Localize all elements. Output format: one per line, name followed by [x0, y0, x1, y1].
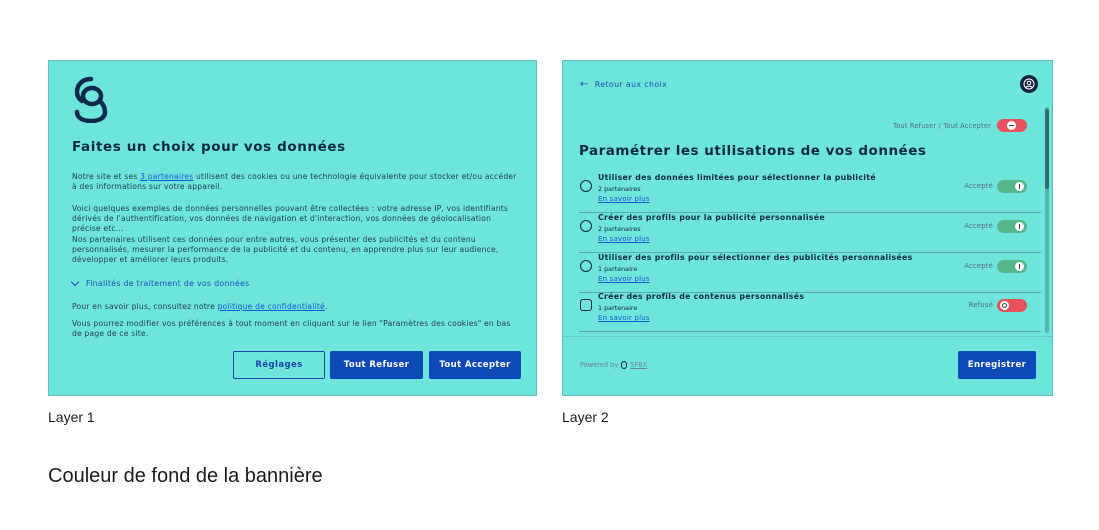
- learn-more-link[interactable]: En savoir plus: [598, 235, 650, 243]
- chevron-down-icon: [71, 278, 79, 286]
- purpose-item: [579, 253, 1041, 293]
- powered-by: Powered by SFBX: [580, 361, 648, 369]
- usage-paragraph: Nos partenaires utilisent ces données pour entre autres, vous présenter des publicités et du contenu personnalisés, mesurer la performance de la publicité et du contenu, en apprendre plus sur leur audience, développer et améliorer leurs produits.: [72, 235, 499, 264]
- layer2-banner: [562, 60, 1053, 396]
- purpose-state: Accepté: [964, 262, 993, 270]
- partners-link[interactable]: 3 partenaires: [140, 172, 194, 181]
- purpose-partners: 1 partenaire: [598, 265, 638, 273]
- banner-background-color-title: Couleur de fond de la bannière: [48, 465, 323, 487]
- back-label: Retour aux choix: [594, 80, 668, 89]
- back-to-choices-link[interactable]: [580, 80, 667, 89]
- profile-card-icon: [580, 299, 592, 311]
- purpose-item: [579, 213, 1041, 253]
- purpose-item: [579, 173, 1041, 213]
- finalites-expander[interactable]: [72, 279, 250, 288]
- layer1-caption: Layer 1: [48, 409, 95, 425]
- purpose-partners: 1 partenaire: [598, 304, 638, 312]
- purpose-state: Accepté: [964, 182, 993, 190]
- toggle-all-switch[interactable]: [997, 119, 1027, 132]
- purpose-title: Créer des profils pour la publicité personnalisée: [598, 213, 825, 222]
- purpose-partners: 2 partenaires: [598, 185, 641, 193]
- purpose-state: Refusé: [968, 301, 993, 309]
- scrollbar-thumb[interactable]: [1045, 109, 1049, 189]
- privacy-paragraph: Pour en savoir plus, consultez notre politique de confidentialité.: [72, 302, 328, 311]
- learn-more-link[interactable]: En savoir plus: [598, 195, 650, 203]
- brand-logo-icon: [73, 75, 109, 123]
- sfbx-logo-icon: [621, 361, 627, 369]
- purpose-toggle[interactable]: [997, 299, 1027, 312]
- intro-paragraph: Notre site et ses 3 partenaires utilisent des cookies ou une technologie équivalente pour stocker et/ou accéder à des informations sur votre appareil.: [72, 172, 517, 191]
- accept-all-button[interactable]: Tout Accepter: [429, 351, 521, 379]
- profile-icon: [580, 220, 592, 232]
- purpose-title: Utiliser des données limitées pour sélectionner la publicité: [598, 173, 876, 182]
- target-icon: [580, 180, 592, 192]
- examples-paragraph: Voici quelques exemples de données personnelles pouvant être collectées : votre adresse IP, vos identifiants dérivés de l'authentification, vos données de navigation et d'interaction, vos données de géolocalisation précise etc...: [72, 204, 509, 233]
- purpose-title: Créer des profils de contenus personnalisés: [598, 292, 805, 301]
- settings-button[interactable]: Réglages: [233, 351, 325, 379]
- layer2-caption: Layer 2: [562, 409, 609, 425]
- refuse-all-button[interactable]: Tout Refuser: [330, 351, 423, 379]
- toggle-all-label: Tout Refuser / Tout Accepter: [893, 122, 991, 130]
- learn-more-link[interactable]: En savoir plus: [598, 275, 650, 283]
- footer-divider: [563, 336, 1053, 337]
- purpose-toggle[interactable]: [997, 220, 1027, 233]
- target-arrow-icon: [580, 260, 592, 272]
- privacy-policy-link[interactable]: politique de confidentialité: [217, 302, 325, 311]
- purpose-title: Utiliser des profils pour sélectionner des publicités personnalisées: [598, 253, 913, 262]
- learn-more-link[interactable]: En savoir plus: [598, 314, 650, 322]
- banner-title: Faites un choix pour vos données: [72, 139, 346, 155]
- layer1-banner: [48, 60, 537, 396]
- sfbx-link[interactable]: SFBX: [630, 361, 648, 369]
- purpose-partners: 2 partenaires: [598, 225, 641, 233]
- user-account-icon[interactable]: [1020, 75, 1038, 93]
- scrollbar[interactable]: [1045, 107, 1049, 333]
- purpose-state: Accepté: [964, 222, 993, 230]
- finalites-label: Finalités de traitement de vos données: [86, 279, 250, 288]
- purpose-toggle[interactable]: [997, 180, 1027, 193]
- arrow-left-icon: ←: [580, 78, 589, 90]
- purpose-toggle[interactable]: [997, 260, 1027, 273]
- settings-title: Paramétrer les utilisations de vos données: [579, 143, 927, 159]
- modify-paragraph: Vous pourrez modifier vos préférences à tout moment en cliquant sur le lien "Paramètres des cookies" en bas de page de ce site.: [72, 319, 511, 338]
- purpose-item: [579, 292, 1041, 332]
- save-button[interactable]: Enregistrer: [958, 351, 1036, 379]
